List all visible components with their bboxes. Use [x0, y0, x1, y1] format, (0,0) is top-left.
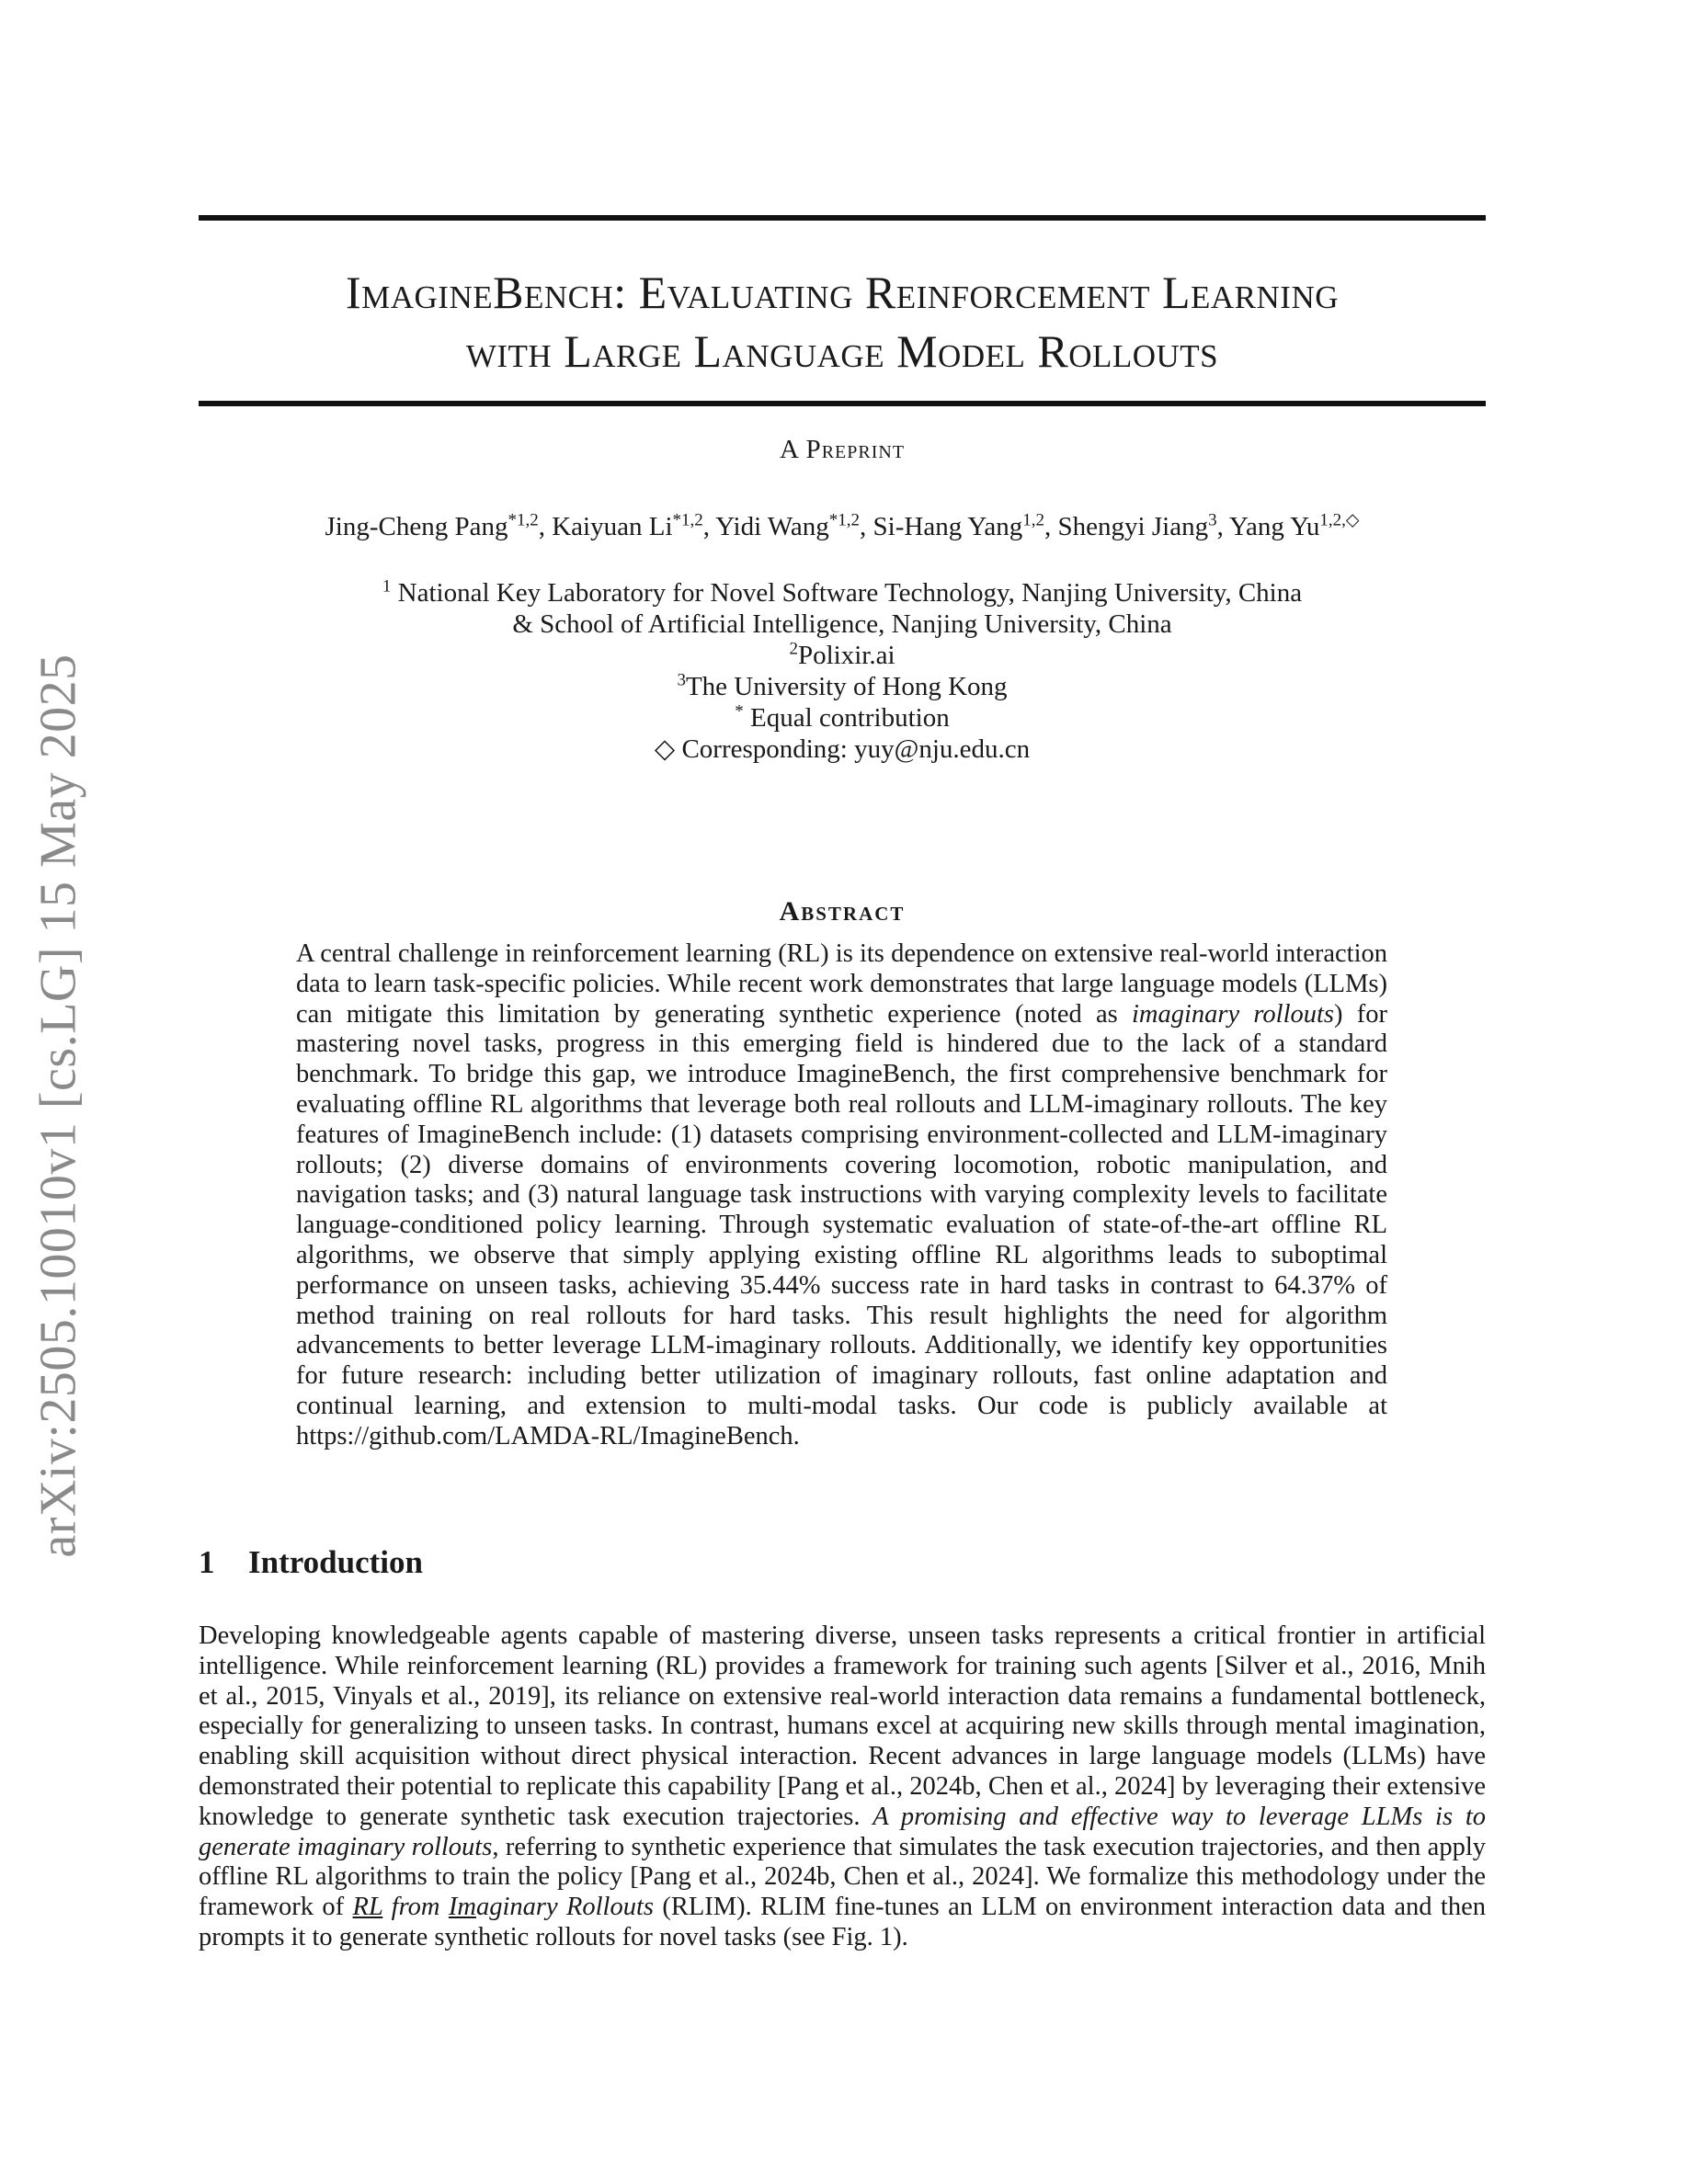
author-name: Shengyi Jiang [1057, 512, 1209, 541]
arxiv-identifier: arXiv:2505.10010v1 [cs.LG] 15 May 2025 [30, 654, 87, 1558]
equal-contribution-note: * Equal contribution [735, 701, 950, 733]
section-heading-introduction [199, 1544, 423, 1581]
abstract-emphasis: imaginary rollouts [1131, 999, 1335, 1029]
author-name: Yang Yu [1229, 512, 1320, 541]
rlim-expansion: RL from Imaginary Rollouts [352, 1893, 654, 1922]
introduction-paragraph: Developing knowledgeable agents capable of mastering diverse, unseen tasks represents a critical frontier in artificial intelligence. While reinforcement learning (RL) provides a framework for training such agents [Silver et al., 2016, Mnih et al., 2015, Vinyals et al., 2019], its reliance on extensive real-world interaction data remains a fundamental bottleneck, especially for generalizing to unseen tasks. In contrast, humans excel at acquiring new skills through mental imagination, enabling skill acquisition without direct physical interaction. Recent advances in large language models (LLMs) have demonstrated their potential to replicate this capability [Pang et al., 2024b, Chen et al., 2024] by leveraging their extensive knowledge to generate synthetic task execution trajectories. A promising and effective way to leverage LLMs is to generate imaginary rollouts, referring to synthetic experience that simulates the task execution trajectories, and then apply offline RL algorithms to train the policy [Pang et al., 2024b, Chen et al., 2024]. We formalize this methodology under the framework of RL from Imaginary Rollouts (RLIM). RLIM fine-tunes an LLM on environment interaction data and then prompts it to generate synthetic rollouts for novel tasks (see Fig. 1). [199, 1621, 1486, 1951]
affiliation-3: $^3$The University of Hong Kong [677, 670, 1008, 701]
title-line-2: with Large Language Model Rollouts [465, 325, 1219, 377]
intro-emphasis: A promising and effective way to leverage LLMs is to generate imaginary rollouts [199, 1802, 1486, 1861]
abstract-heading: Abstract [779, 896, 906, 927]
title-rule-top [199, 215, 1486, 221]
section-number: 1 [199, 1544, 215, 1580]
affiliation-1: $^1$ National Key Laboratory for Novel Software Technology, Nanjing University, China [382, 576, 1303, 608]
author-mark: *1,2 [828, 510, 861, 530]
author-name: Si-Hang Yang [873, 512, 1023, 541]
paper-title [199, 263, 1486, 381]
title-line-1: ImagineBench: Evaluating Reinforcement Learning [345, 267, 1340, 318]
abstract-body: A central challenge in reinforcement learning (RL) is its dependence on extensive real-world interaction data to learn task-specific policies. While recent work demonstrates that large language models (LLMs) can mitigate this limitation by generating synthetic experience (noted as imaginary rollouts) for mastering novel tasks, progress in this emerging field is hindered due to the lack of a standard benchmark. To bridge this gap, we introduce ImagineBench, the first comprehensive benchmark for evaluating offline RL algorithms that leverage both real rollouts and LLM-imaginary rollouts. The key features of ImagineBench include: (1) datasets comprising environment-collected and LLM-imaginary rollouts; (2) diverse domains of environments covering locomotion, robotic manipulation, and navigation tasks; and (3) natural language task instructions with varying complexity levels to facilitate language-conditioned policy learning. Through systematic evaluation of state-of-the-art offline RL algorithms, we observe that simply applying existing offline RL algorithms leads to suboptimal performance on unseen tasks, achieving 35.44% success rate in hard tasks in contrast to 64.37% of method training on real rollouts for hard tasks. This result highlights the need for algorithm advancements to better leverage LLM-imaginary rollouts. Additionally, we identify key opportunities for future research: including better utilization of imaginary rollouts, fast online adaptation and continual learning, and extension to multi-modal tasks. Our code is publicly available at https://github.com/LAMDA-RL/ImagineBench. [296, 939, 1387, 1450]
author-mark: *1,2 [508, 510, 539, 530]
author-list: Jing-Cheng Pang$^{*1,2}$, Kaiyuan Li$^{*1,2}$, Yidi Wang$^{*1,2}$, Si-Hang Yang$^{1,2}$, Shengyi Jiang$^3$, Yang $Yu^{1,2,◇}$ [325, 510, 1360, 541]
preprint-label: A Preprint [779, 435, 906, 464]
author-mark: *1,2 [672, 510, 703, 530]
section-title: Introduction [248, 1544, 423, 1580]
author-name: Kaiyuan Li [552, 512, 673, 541]
author-mark: 1,2,◇ [1319, 510, 1360, 530]
affiliation-1-cont: & School of Artificial Intelligence, Nanjing University, China [512, 609, 1172, 639]
author-name: Yidi Wang [715, 512, 829, 541]
author-mark: 1,2 [1022, 510, 1045, 530]
author-name: Jing-Cheng Pang [325, 512, 508, 541]
corresponding-author-note: ◇ Corresponding: yuy@nju.edu.cn [654, 734, 1031, 764]
title-rule-bottom [199, 401, 1486, 406]
author-mark: 3 [1208, 510, 1217, 530]
affiliation-2: $^2$Polixir.ai [789, 639, 895, 670]
affiliations [199, 577, 1486, 765]
